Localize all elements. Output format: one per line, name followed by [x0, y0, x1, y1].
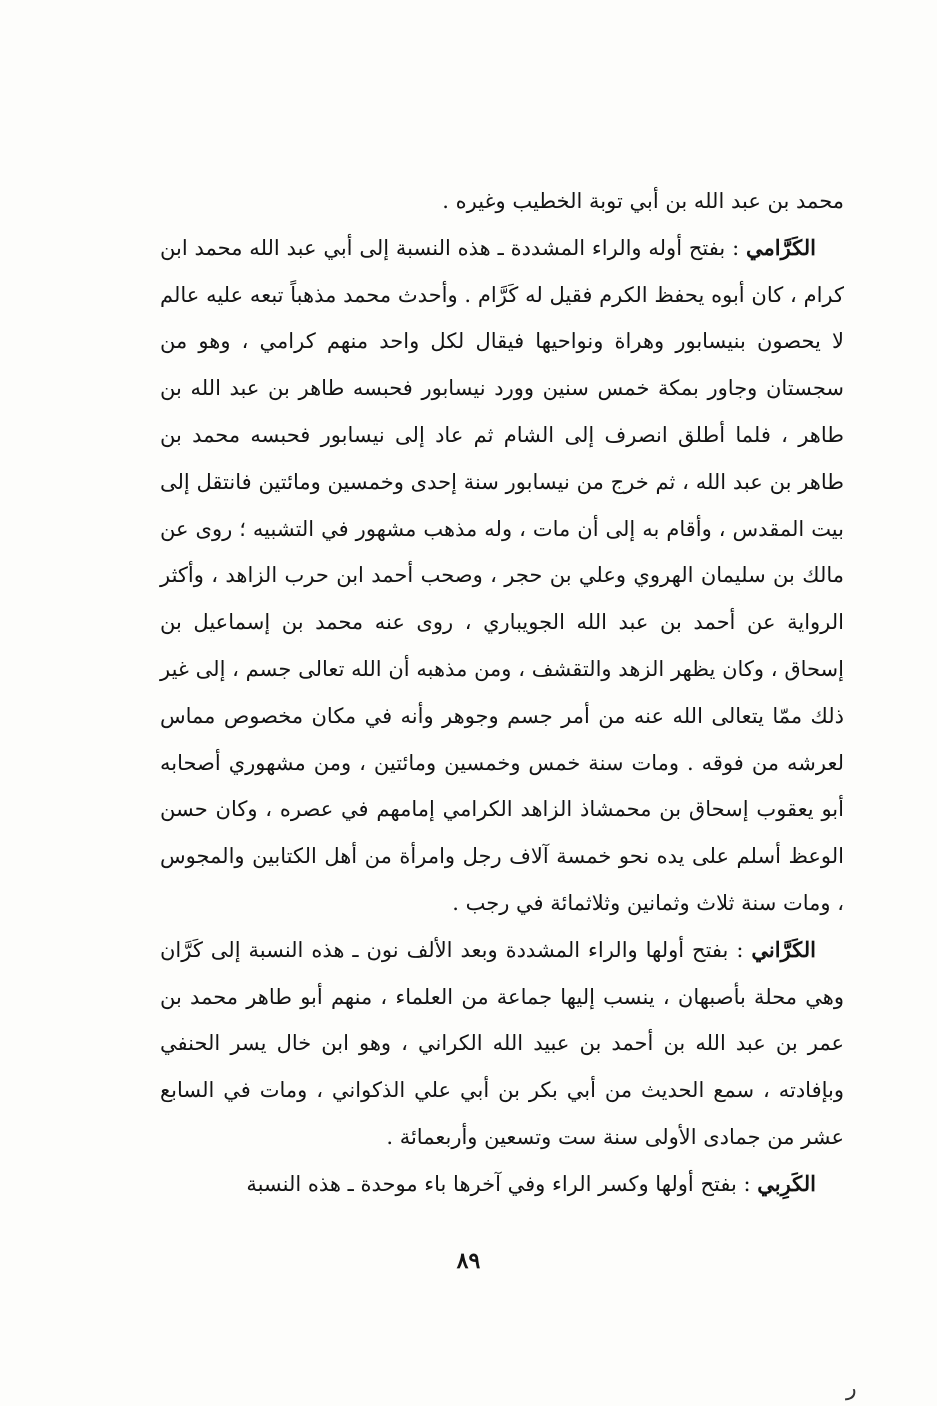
- entry-text: : بفتح أولها والراء المشددة وبعد الألف نون ـ هذه النسبة إلى كَرَّان وهي محلة بأصبهان ، ينسب إليها جماعة من العلماء ، منهم أبو طاهر محمد بن عمر بن عبد الله بن أحمد بن عبيد الله الكراني ، وهو ابن خال يسر الحنفي وبإفادته ، سمع الحديث من أبي بكر بن أبي علي الذكواني ، ومات في السابع عشر من جمادى الأولى سنة ست وتسعين وأربعمائة .: [160, 937, 844, 1149]
- paragraph-continuation: [160, 178, 844, 225]
- entry-karrami: [160, 225, 844, 927]
- entry-karibi: [160, 1161, 844, 1208]
- corner-mark: ر: [846, 1376, 857, 1401]
- entry-heading: الكَرِبي: [757, 1170, 816, 1196]
- entry-heading: الكَرَّامي: [745, 234, 816, 260]
- page-number: ٨٩: [456, 1248, 481, 1274]
- entry-karrani: [160, 927, 844, 1161]
- page-body-text: [160, 178, 844, 1208]
- entry-text: : بفتح أولها وكسر الراء وفي آخرها باء موحدة ـ هذه النسبة: [246, 1171, 758, 1196]
- paragraph-text: محمد بن عبد الله بن أبي توبة الخطيب وغيره .: [442, 189, 844, 213]
- entry-text: : بفتح أوله والراء المشددة ـ هذه النسبة إلى أبي عبد الله محمد ابن كرام ، كان أبوه يحفظ الكرم فقيل له كَرَّام . وأحدث محمد مذهباً تبعه عليه عالم لا يحصون بنيسابور وهراة ونواحيها فيقال لكل واحد منهم كرامي ، وهو من سجستان وجاور بمكة خمس سنين وورد نيسابور فحبسه طاهر بن عبد الله بن طاهر ، فلما أطلق انصرف إلى الشام ثم عاد إلى نيسابور فحبسه محمد بن طاهر بن عبد الله ، ثم خرج من نيسابور سنة إحدى وخمسين ومائتين فانتقل إلى بيت المقدس ، وأقام به إلى أن مات ، وله مذهب مشهور في التشبيه ؛ روى عن مالك بن سليمان الهروي وعلي بن حجر ، وصحب أحمد ابن حرب الزاهد ، وأكثر الرواية عن أحمد بن عبد الله الجويباري ، روى عنه محمد بن إسماعيل بن إسحاق ، وكان يظهر الزهد والتقشف ، ومن مذهبه أن الله تعالى جسم ، إلى غير ذلك ممّا يتعالى الله عنه من أمر جسم وجوهر وأنه في مكان مخصوص مماس لعرشه من فوقه . ومات سنة خمس وخمسين ومائتين ، ومن مشهوري أصحابه أبو يعقوب إسحاق بن محمشاذ الزاهد الكرامي إمامهم في عصره ، وكان حسن الوعظ أسلم على يده نحو خمسة آلاف رجل وامرأة من أهل الكتابين والمجوس ، ومات سنة ثلاث وثمانين وثلاثمائة في رجب .: [160, 235, 844, 915]
- entry-heading: الكَرَّاني: [751, 936, 816, 962]
